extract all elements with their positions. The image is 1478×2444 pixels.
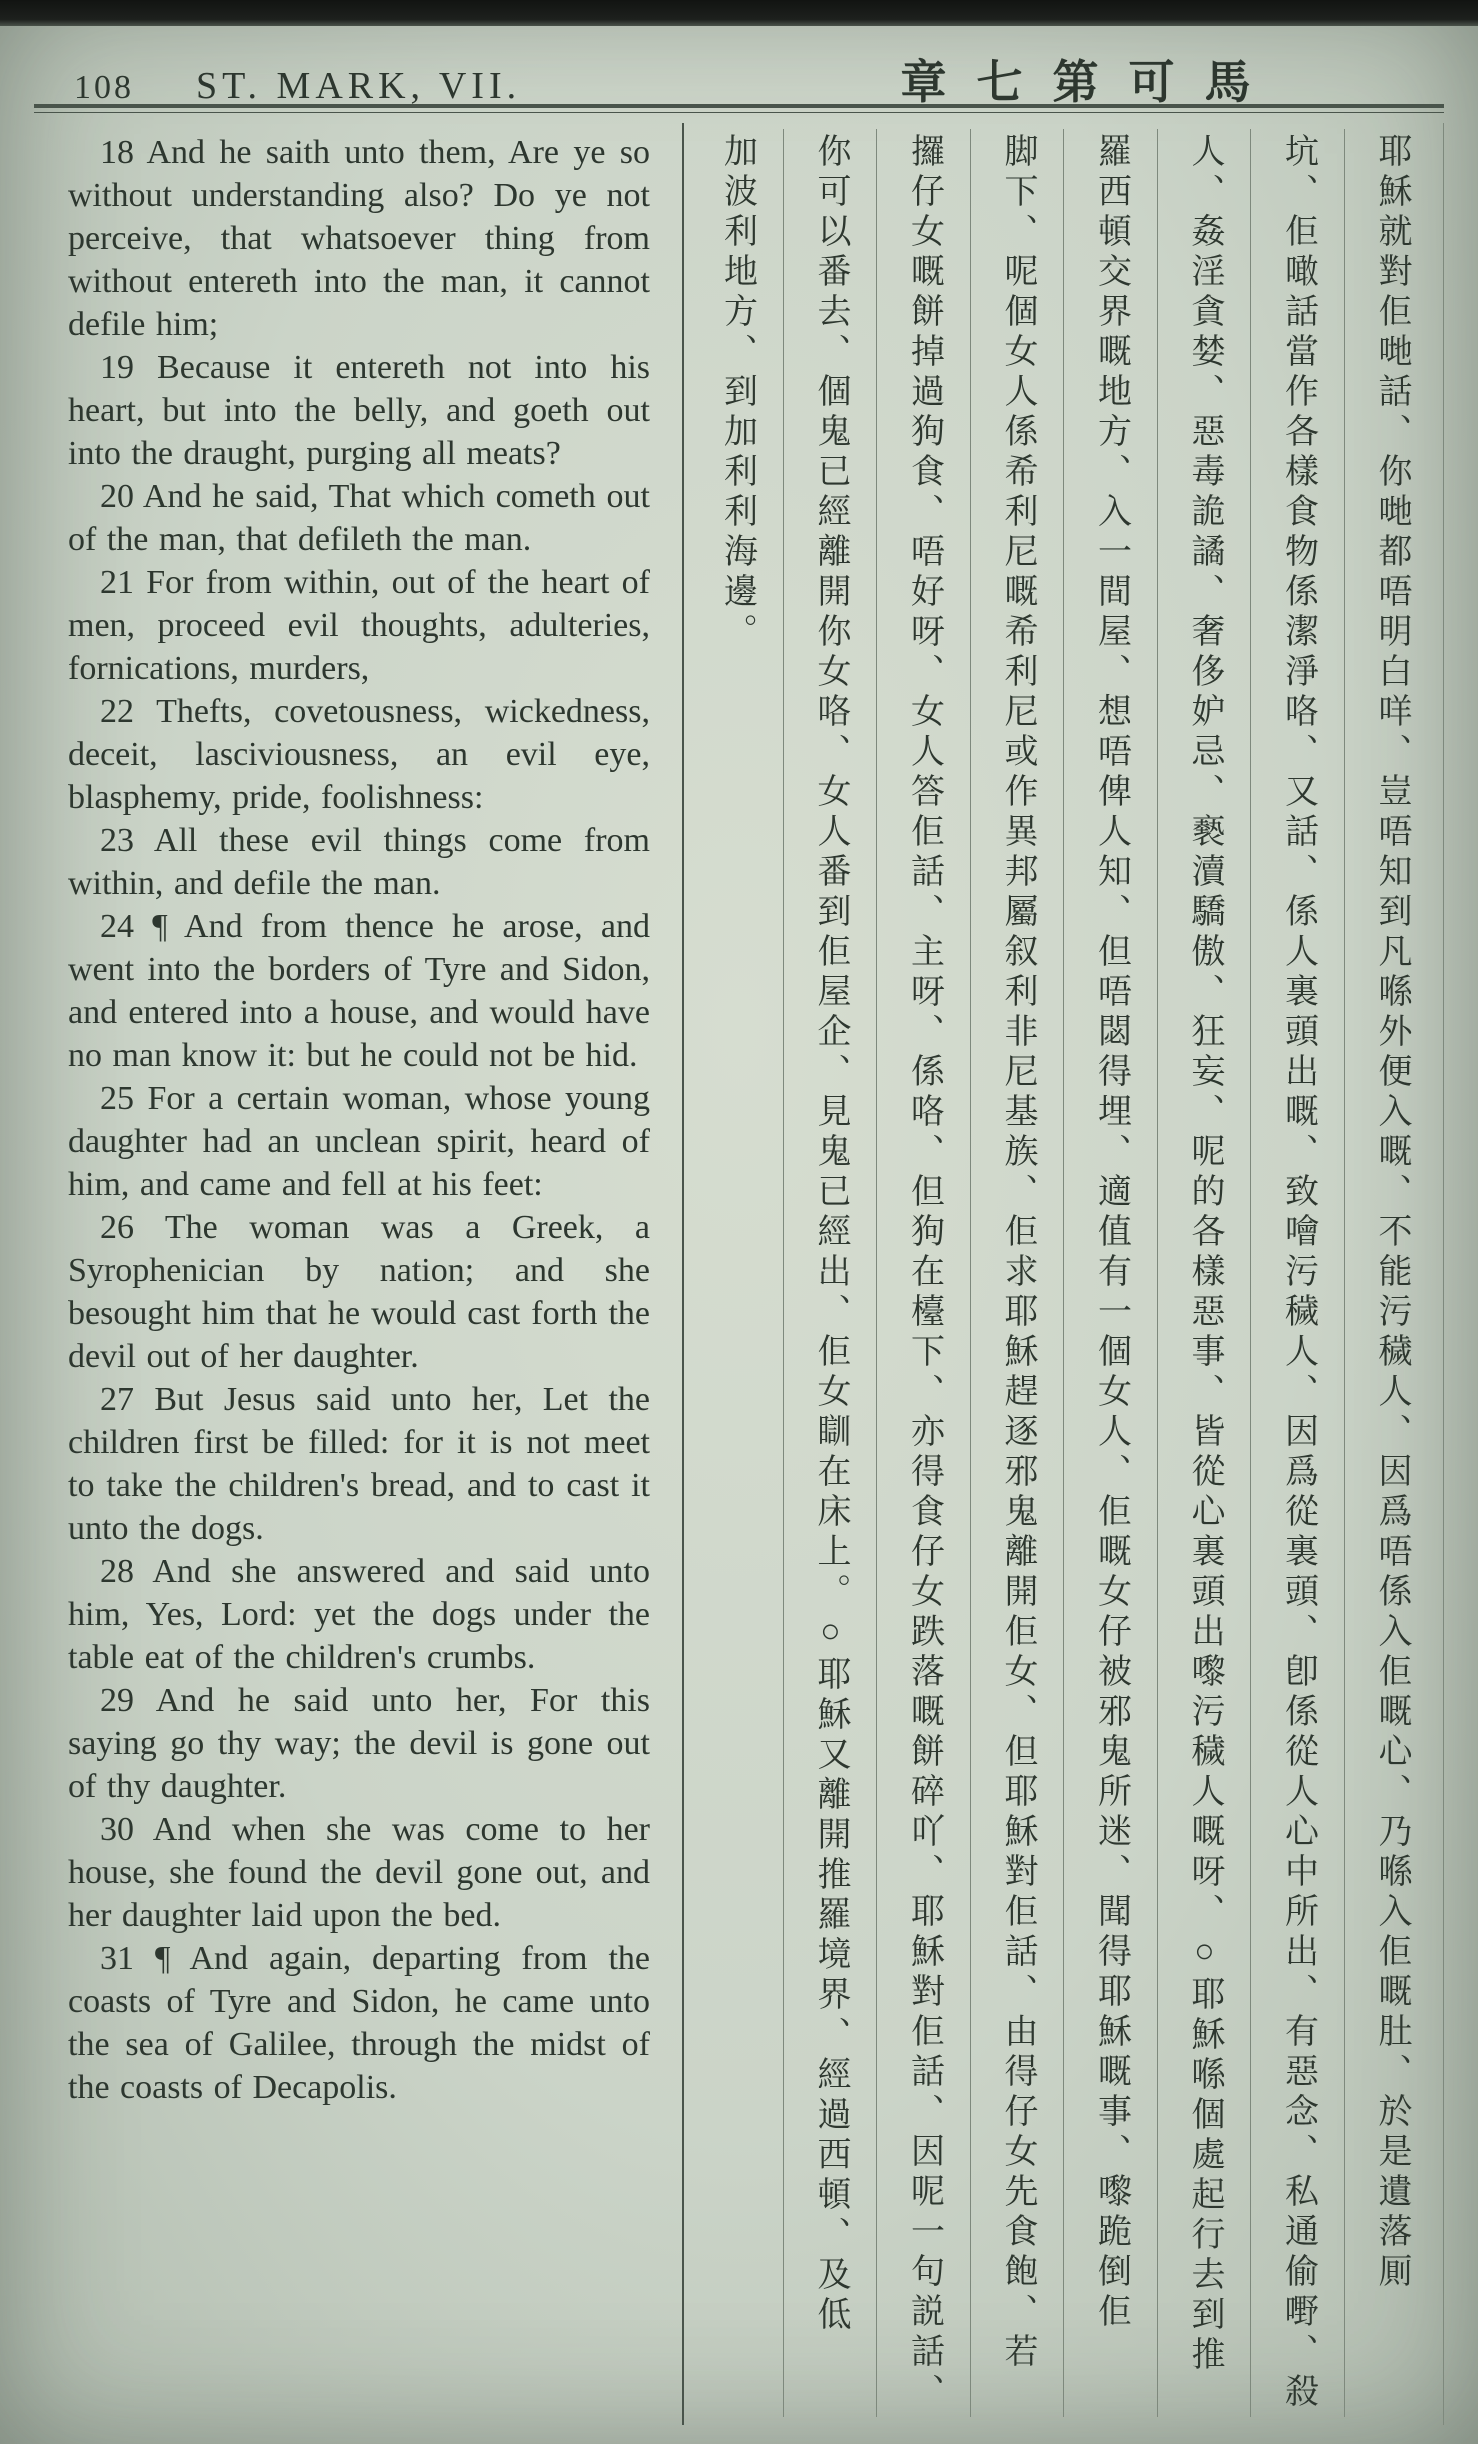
verse-26: 26 The woman was a Greek, a Syrophenician by nation; and she besought him that he would cast forth the devil out of her daughter.	[68, 1209, 650, 1375]
chinese-column-1: 耶穌就對佢哋話、你哋都唔明白咩、豈唔知到凡喺外便入嘅、不能污穢人、因爲唔係入佢嘅心、乃喺入佢嘅肚、於是遺落厠	[1344, 129, 1438, 2417]
verse-22: 22 Thefts, covetousness, wickedness, deceit, lasciviousness, an evil eye, blasphemy, pride, foolishness:	[68, 693, 650, 816]
english-text-column	[34, 123, 678, 2425]
chinese-text-section	[682, 123, 1444, 2425]
running-title-chinese: 章七第可馬	[900, 57, 1281, 108]
verse-30: 30 And when she was come to her house, she found the devil gone out, and her daughter laid upon the bed.	[68, 1811, 650, 1934]
chinese-column-3: 人、姦淫貪婪、惡毒詭譎、奢侈妒忌、褻瀆驕傲、狂妄、呢的各樣惡事、皆從心裏頭出嚟污穢人嘅呀、○耶穌喺個處起行去到推	[1157, 129, 1251, 2417]
page-content	[34, 113, 1444, 2425]
verse-21: 21 For from within, out of the heart of men, proceed evil thoughts, adulteries, fornications, murders,	[68, 564, 650, 687]
verse-20: 20 And he said, That which cometh out of the man, that defileth the man.	[68, 478, 650, 558]
chinese-column-8: 加波利地方、到加利利海邊。	[718, 133, 756, 653]
chinese-column-5: 脚下、呢個女人係希利尼嘅希利尼或作異邦屬叙利非尼基族、佢求耶穌趕逐邪鬼離開佢女、但耶穌對佢話、由得仔女先食飽、若	[970, 129, 1064, 2417]
chinese-column-6: 攞仔女嘅餅掉過狗食、唔好呀、女人答佢話、主呀、係咯、但狗在檯下、亦得食仔女跌落嘅餅碎吖、耶穌對佢話、因呢一句説話、	[876, 129, 970, 2417]
page-header	[0, 26, 1478, 108]
verse-19: 19 Because it entereth not into his heart, but into the belly, and goeth out into the draught, purging all meats?	[68, 349, 650, 472]
verse-24: 24 ¶ And from thence he arose, and went into the borders of Tyre and Sidon, and entered into a house, and would have no man know it: but he could not be hid.	[68, 908, 650, 1074]
verse-18: 18 And he saith unto them, Are ye so without understanding also? Do ye not perceive, that whatsoever thing from without entereth into the man, it cannot defile him;	[68, 134, 650, 343]
verse-25: 25 For a certain woman, whose young daughter had an unclean spirit, heard of him, and came and fell at his feet:	[68, 1080, 650, 1203]
verse-23: 23 All these evil things come from within, and defile the man.	[68, 822, 650, 902]
chinese-column-2: 坑、佢噉話當作各樣食物係潔淨咯、又話、係人裏頭出嘅、致噲污穢人、因爲從裏頭、卽係從人心中所出、有惡念、私通偷嘢、殺	[1250, 129, 1344, 2417]
chinese-column-7: 你可以番去、個鬼已經離開你女咯、女人番到佢屋企、見鬼已經出、佢女瞓在床上。○耶穌又離開推羅境界、經過西頓、及低	[783, 129, 877, 2417]
header-left	[40, 64, 683, 108]
page-number: 108	[74, 69, 134, 106]
verse-29: 29 And he said unto her, For this saying go thy way; the devil is gone out of thy daughter.	[68, 1682, 650, 1805]
verse-27: 27 But Jesus said unto her, Let the children first be filled: for it is not meet to take the children's bread, and to cast it unto the dogs.	[68, 1381, 650, 1547]
verse-31: 31 ¶ And again, departing from the coasts of Tyre and Sidon, he came unto the sea of Galilee, through the midst of the coasts of Decapolis.	[68, 1940, 650, 2106]
scan-top-edge	[0, 0, 1478, 26]
running-title-english: ST. MARK, VII.	[196, 65, 522, 107]
verse-28: 28 And she answered and said unto him, Yes, Lord: yet the dogs under the table eat of the children's crumbs.	[68, 1553, 650, 1676]
chinese-column-4: 羅西頓交界嘅地方、入一間屋、想唔俾人知、但唔閟得埋、適值有一個女人、佢嘅女仔被邪鬼所迷、聞得耶穌嘅事、嚟跪倒佢	[1063, 129, 1157, 2417]
